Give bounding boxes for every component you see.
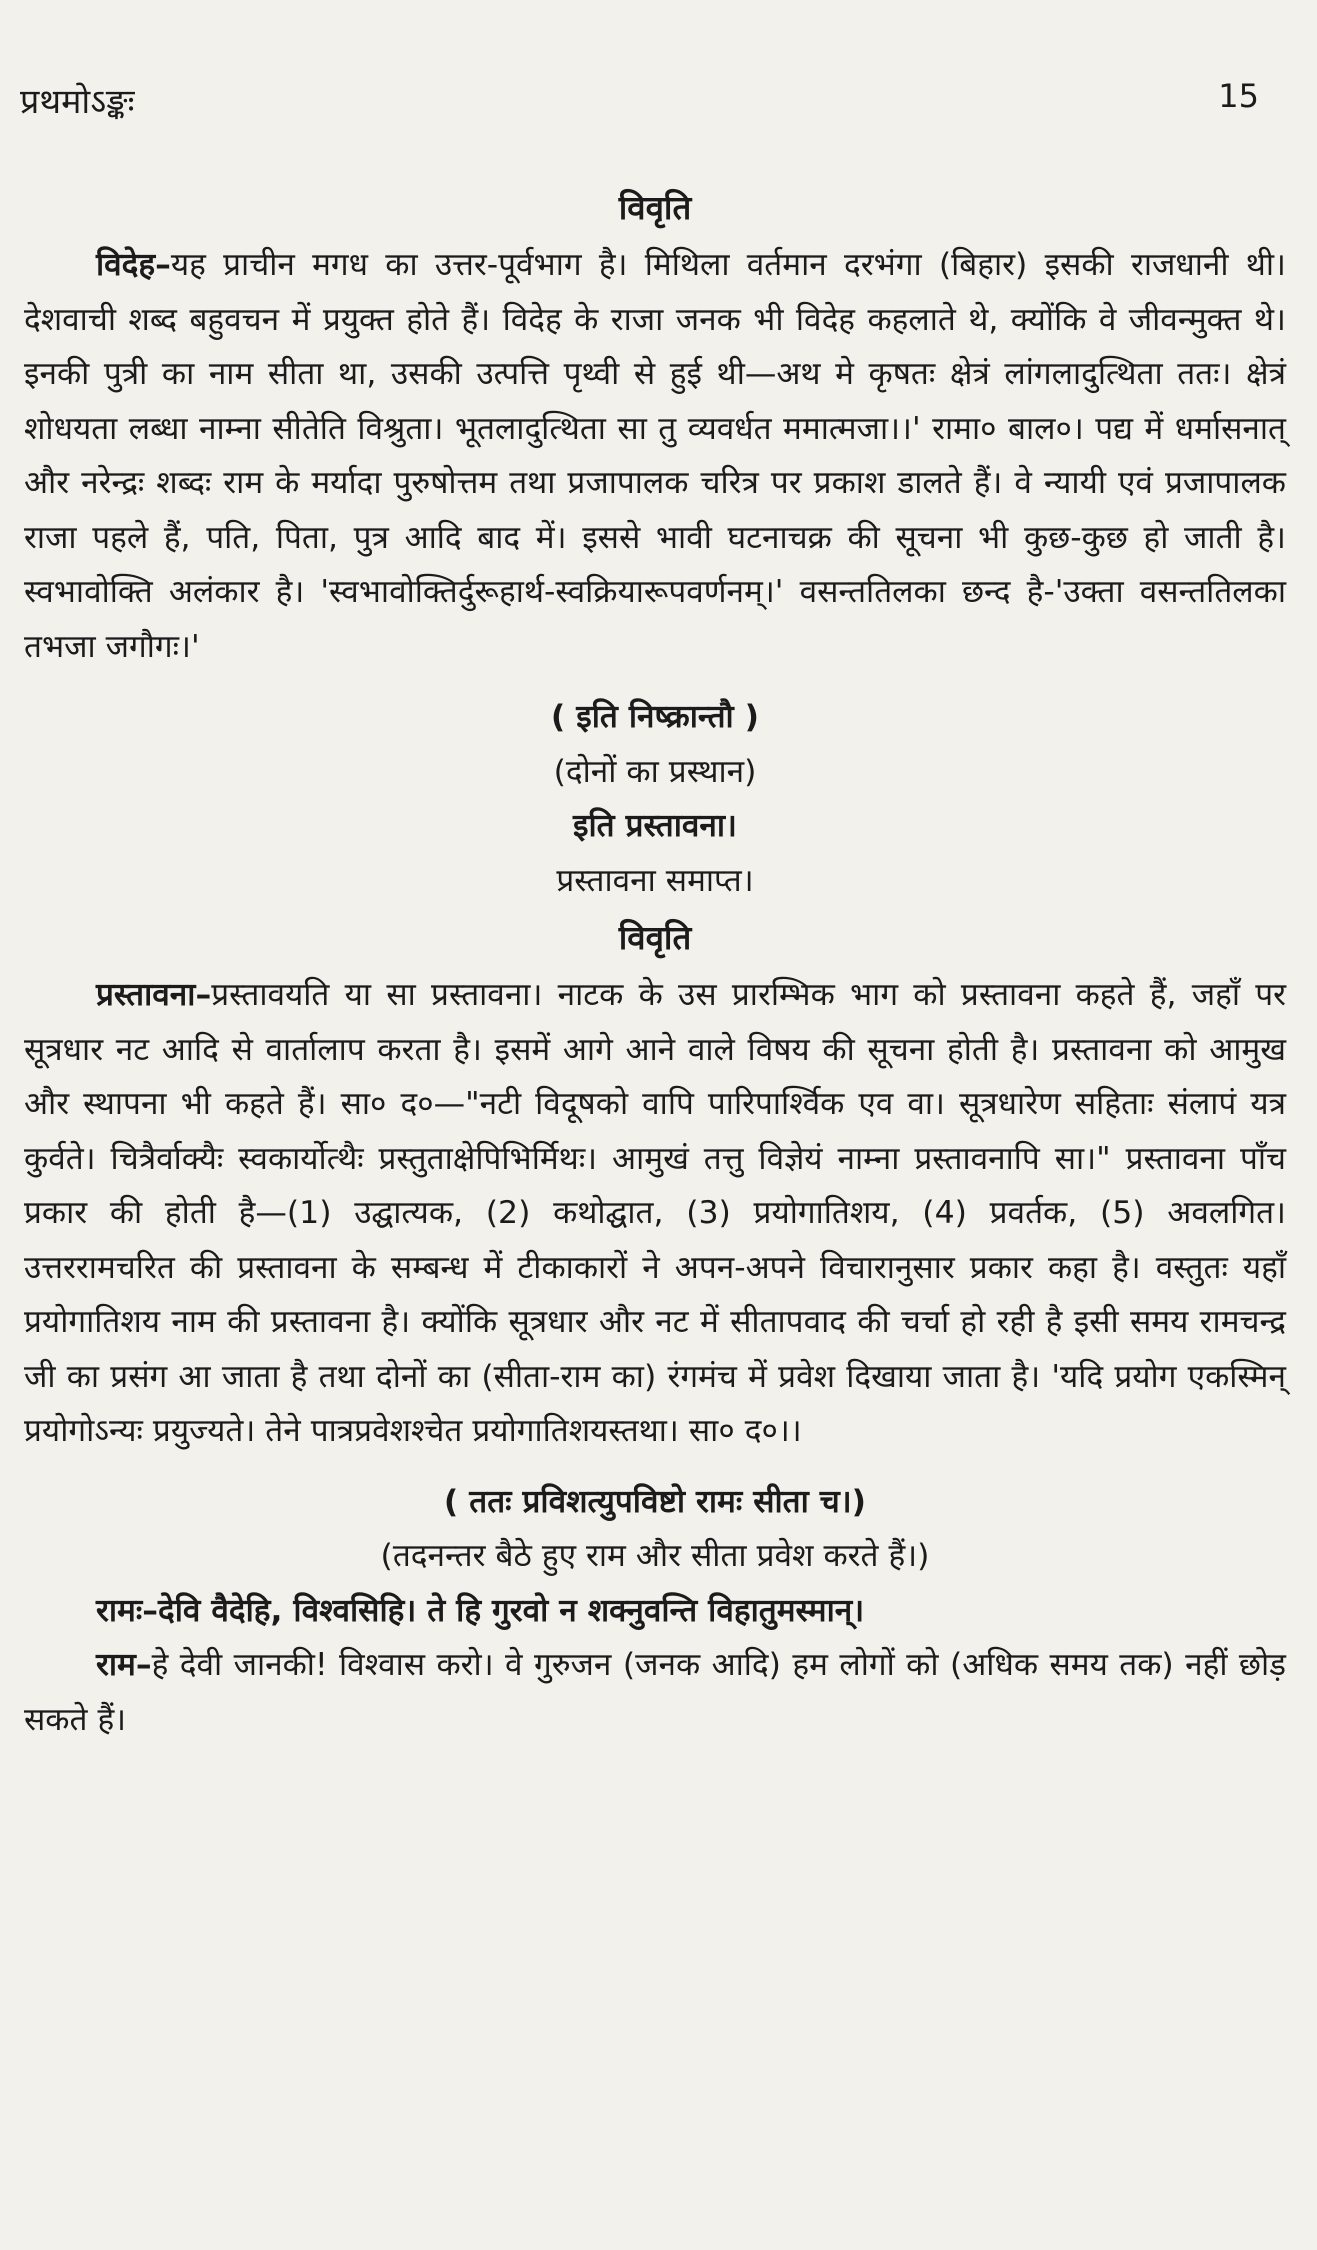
speaker: रामः– bbox=[96, 1592, 158, 1629]
page-number: 15 bbox=[1218, 77, 1259, 115]
speaker: राम– bbox=[96, 1647, 152, 1683]
end-marker: इति प्रस्तावना। bbox=[573, 808, 737, 844]
commentary-paragraph bbox=[24, 968, 1286, 1459]
stage-direction: ( ततः प्रविशत्युपविष्टो रामः सीता च।) bbox=[443, 1483, 867, 1520]
end-marker-translation: प्रस्तावना समाप्त। bbox=[556, 862, 754, 899]
section-heading: विवृति bbox=[618, 918, 692, 957]
stage-direction-translation: (तदनन्तर बैठे हुए राम और सीता प्रवेश करते हैं।) bbox=[380, 1538, 930, 1574]
paragraph-text: प्रस्तावयति या सा प्रस्तावना। नाटक के उस प्रारम्भिक भाग को प्रस्तावना कहते हैं, जहाँ पर सूत्रधार नट आदि से वार्तालाप करता है। इसमें आगे आने वाले विषय की सूचना होती है। प्रस्तावना को आमुख और स्थापना भी कहते हैं। सा० द०—"नटी विदूषको वापि पारिपार्श्विक एव वा। सूत्रधारेण सहिताः संलापं यत्र कुर्वते। चित्रैर्वाक्यैः स्वकार्योत्थैः प्रस्तुताक्षेपिभिर्मिथः। आमुखं तत्तु विज्ञेयं नाम्ना प्रस्तावनापि सा।" प्रस्तावना पाँच प्रकार की होती है—(1) उद्घात्यक, (2) कथोद्घात, (3) प्रयोगातिशय, (4) प्रवर्तक, (5) अवलगित। उत्तररामचरित की प्रस्तावना के सम्बन्ध में टीकाकारों ने अपन-अपने विचारानुसार प्रकार कहा है। वस्तुतः यहाँ प्रयोगातिशय नाम की प्रस्तावना है। क्योंकि सूत्रधार और नट में सीतापवाद की चर्चा हो रही है इसी समय रामचन्द्र जी का प्रसंग आ जाता है तथा दोनों का (सीता-राम का) रंगमंच में प्रवेश दिखाया जाता है। 'यदि प्रयोग एकस्मिन् प्रयोगोऽन्यः प्रयुज्यते। तेने पात्रप्रवेशश्चेत प्रयोगातिशयस्तथा। सा० द०।। bbox=[24, 977, 1286, 1449]
paragraph-text: यह प्राचीन मगध का उत्तर-पूर्वभाग है। मिथिला वर्तमान दरभंगा (बिहार) इसकी राजधानी थी। देशवाची शब्द बहुवचन में प्रयुक्त होते हैं। विदेह के राजा जनक भी विदेह कहलाते थे, क्योंकि वे जीवन्मुक्त थे। इनकी पुत्री का नाम सीता था, उसकी उत्पत्ति पृथ्वी से हुई थी—अथ मे कृषतः क्षेत्रं लांगलादुत्थिता ततः। क्षेत्रं शोधयता लब्धा नाम्ना सीतेति विश्रुता। भूतलादुत्थिता सा तु व्यवर्धत ममात्मजा।।' रामा० बाल०। पद्य में धर्मासनात् और नरेन्द्रः शब्दः राम के मर्यादा पुरुषोत्तम तथा प्रजापालक चरित्र पर प्रकाश डालते हैं। वे न्यायी एवं प्रजापालक राजा पहले हैं, पति, पिता, पुत्र आदि बाद में। इससे भावी घटनाचक्र की सूचना भी कुछ-कुछ हो जाती है। स्वभावोक्ति अलंकार है। 'स्वभावोक्तिर्दुरूहार्थ-स्वक्रियारूपवर्णनम्।' वसन्ततिलका छन्द है-'उक्ता वसन्ततिलका तभजा जगौगः।' bbox=[24, 247, 1286, 665]
dialogue-text: देवि वैदेहि, विश्वसिहि। ते हि गुरवो न शक्नुवन्ति विहातुमस्मान्। bbox=[158, 1592, 865, 1629]
dialogue-line bbox=[24, 1638, 1286, 1747]
term: प्रस्तावना– bbox=[96, 977, 212, 1013]
section-heading: विवृति bbox=[618, 188, 692, 227]
running-head: प्रथमोऽङ्कः bbox=[20, 82, 135, 122]
term: विदेह– bbox=[96, 247, 171, 283]
dialogue-text: हे देवी जानकी! विश्वास करो। वे गुरुजन (जनक आदि) हम लोगों को (अधिक समय तक) नहीं छोड़ सकते हैं। bbox=[24, 1647, 1286, 1738]
stage-direction: ( इति निष्क्रान्तौ ) bbox=[550, 699, 760, 735]
stage-direction-translation: (दोनों का प्रस्थान) bbox=[553, 753, 757, 790]
commentary-paragraph bbox=[24, 238, 1286, 674]
page-body bbox=[24, 178, 1286, 1747]
dialogue-line bbox=[24, 1584, 1286, 1639]
